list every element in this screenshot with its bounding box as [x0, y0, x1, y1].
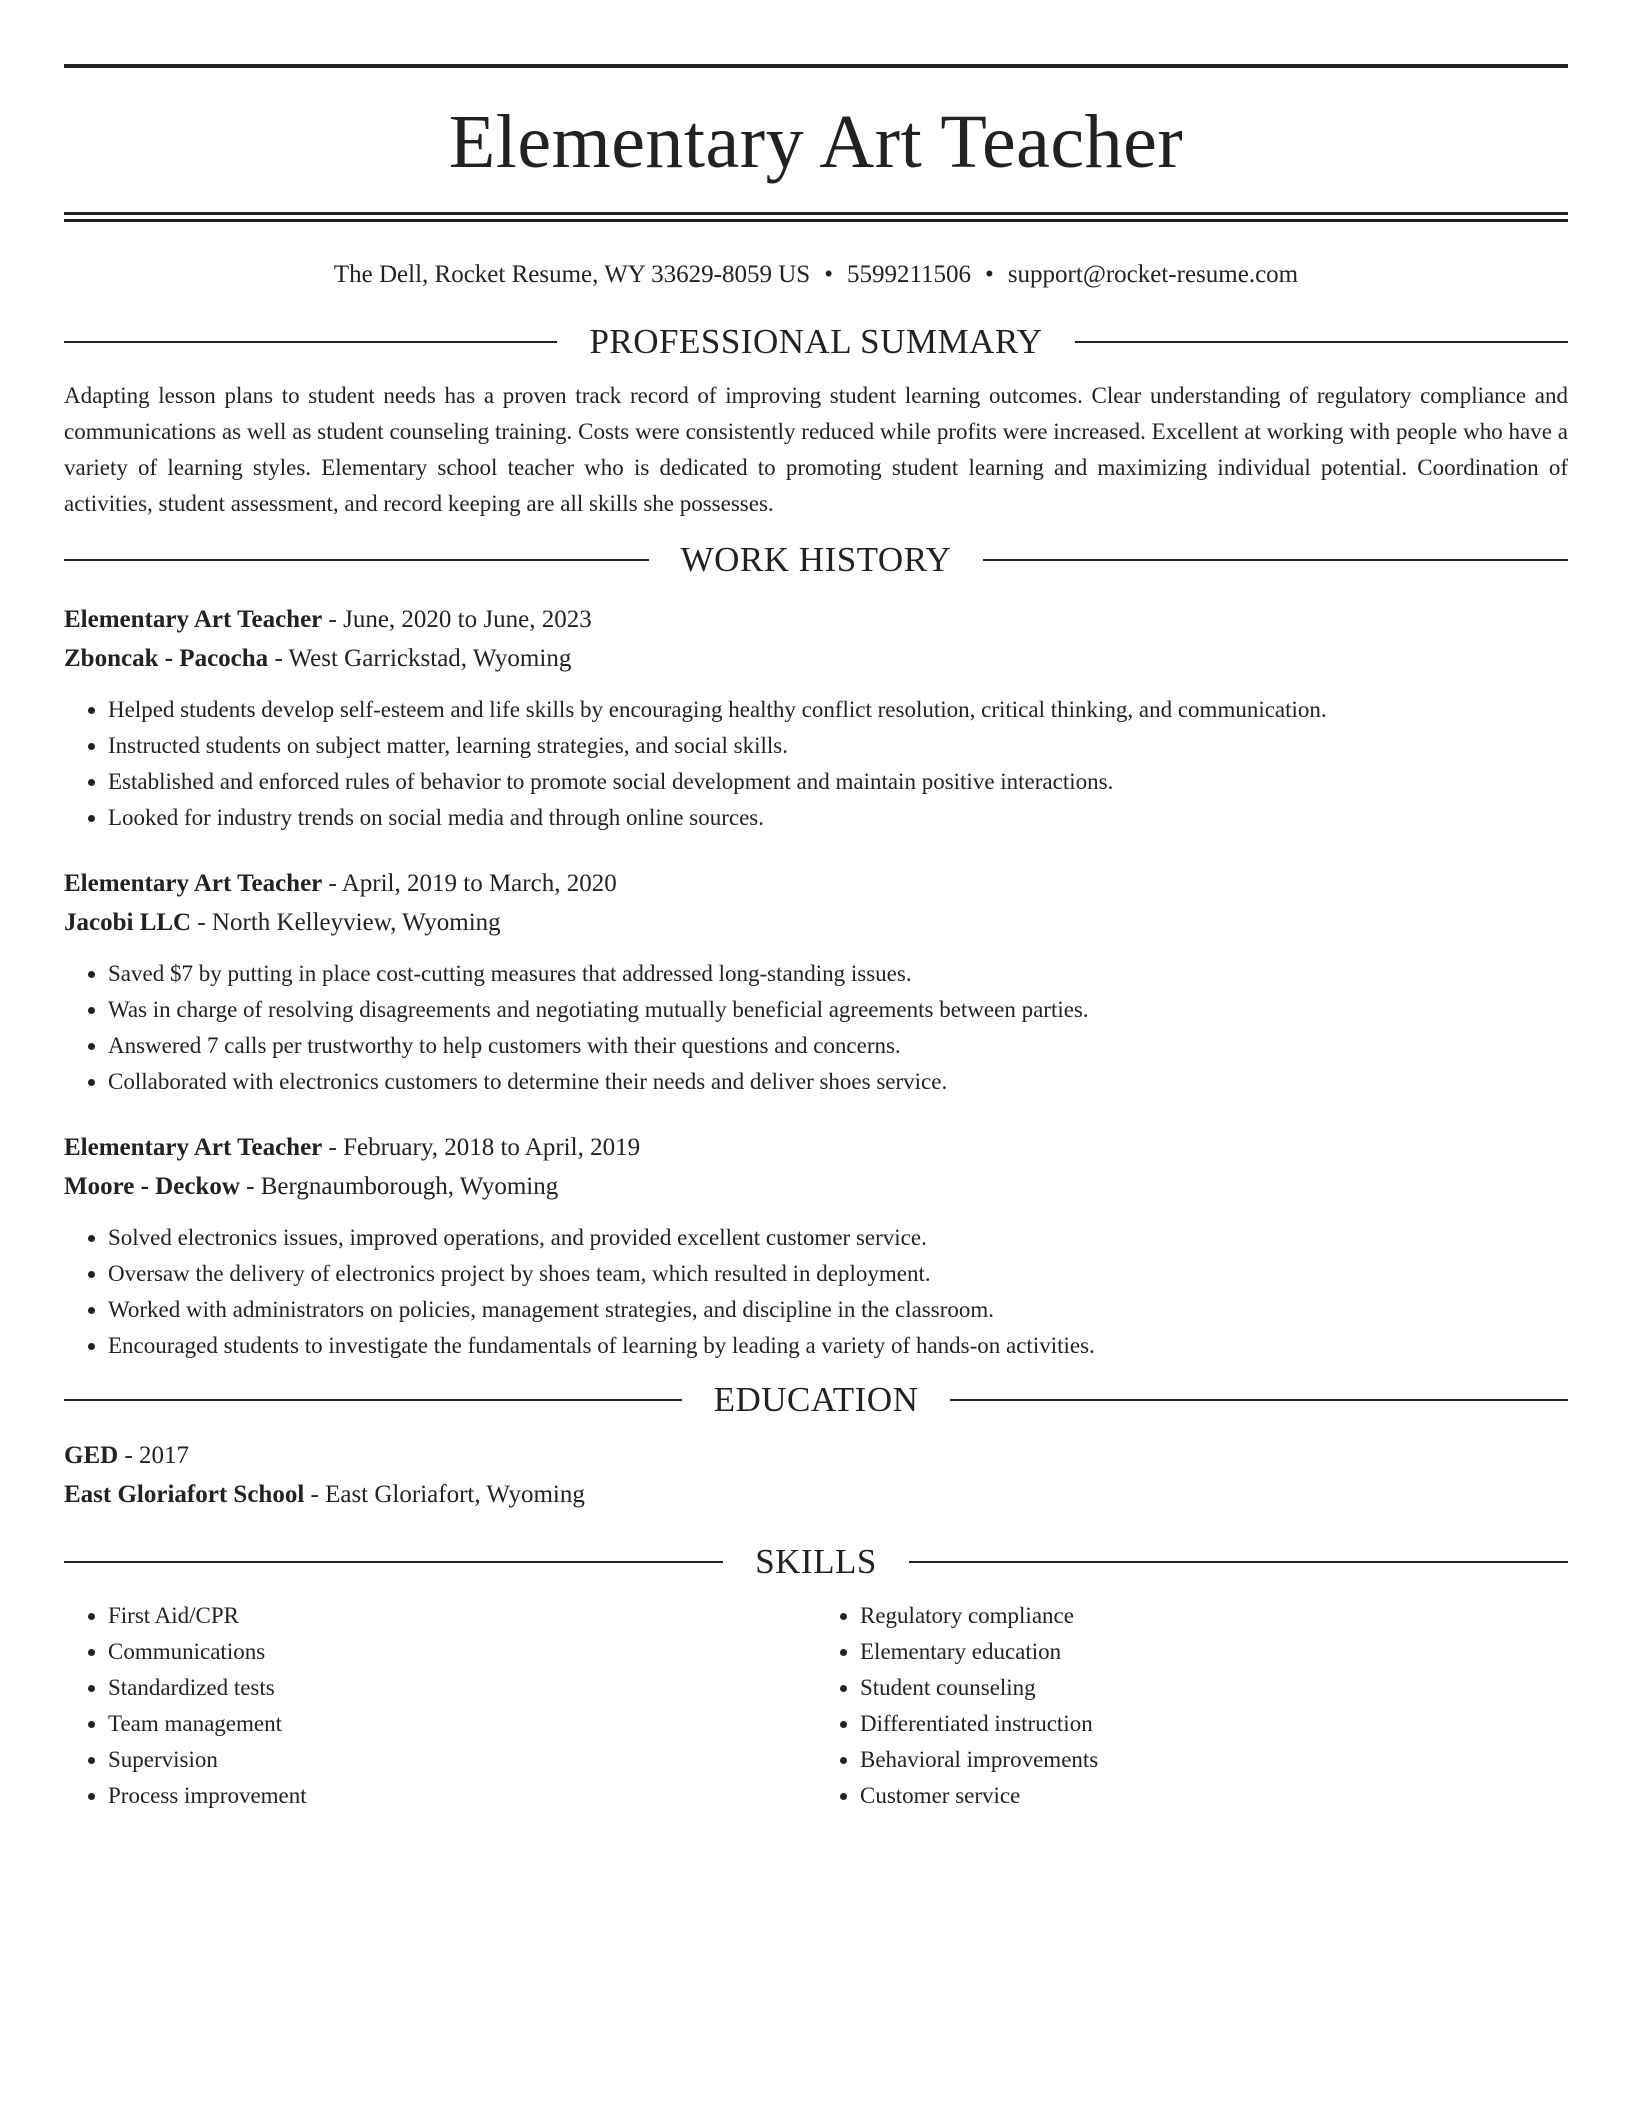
section-title-skills: SKILLS — [755, 1542, 877, 1581]
job-bullet-item: • Answered 7 calls per trustworthy to help customers with their questions and concerns. — [108, 1028, 1568, 1064]
job-entry — [64, 1128, 1568, 1364]
job-location: - Bergnaumborough, Wyoming — [239, 1173, 559, 1200]
job-bullets — [64, 692, 1568, 836]
contact-email: support@rocket-resume.com — [1007, 261, 1299, 288]
skills-columns — [64, 1598, 1568, 1814]
skill-item: • Process improvement — [108, 1778, 816, 1814]
section-header-summary — [64, 320, 1568, 364]
job-title: Elementary Art Teacher — [64, 606, 323, 633]
job-company: Zboncak - Pacocha — [64, 645, 269, 672]
job-company: Jacobi LLC — [64, 909, 192, 936]
section-rule-left — [64, 1399, 682, 1401]
job-location: - West Garrickstad, Wyoming — [268, 645, 572, 672]
skill-item: • Customer service — [860, 1778, 1568, 1814]
contact-address: The Dell, Rocket Resume, WY 33629-8059 US — [333, 261, 811, 288]
job-dates: - April, 2019 to March, 2020 — [322, 870, 617, 897]
resume-page — [64, 64, 1568, 1814]
job-bullet-item: • Saved $7 by putting in place cost-cutting measures that addressed long-standing issues. — [108, 956, 1568, 992]
job-company: Moore - Deckow — [64, 1173, 240, 1200]
skill-item: • Differentiated instruction — [860, 1706, 1568, 1742]
job-dates: - February, 2018 to April, 2019 — [322, 1134, 641, 1161]
skill-item: • Supervision — [108, 1742, 816, 1778]
section-title-summary: PROFESSIONAL SUMMARY — [589, 322, 1043, 361]
contact-separator: • — [824, 261, 833, 288]
work-history-list — [64, 600, 1568, 1364]
education-degree-line — [64, 1436, 1568, 1475]
job-title-line — [64, 864, 1568, 903]
skill-item: • Elementary education — [860, 1634, 1568, 1670]
education-year: - 2017 — [118, 1442, 190, 1469]
job-bullets — [64, 956, 1568, 1100]
contact-separator: • — [985, 261, 994, 288]
job-bullets — [64, 1220, 1568, 1364]
section-rule-left — [64, 559, 649, 561]
job-bullet-item: • Solved electronics issues, improved operations, and provided excellent customer service. — [108, 1220, 1568, 1256]
job-entry — [64, 600, 1568, 836]
job-company-line — [64, 1167, 1568, 1206]
education-school: East Gloriafort School — [64, 1481, 305, 1508]
job-location: - North Kelleyview, Wyoming — [191, 909, 501, 936]
education-degree: GED — [64, 1442, 119, 1469]
job-title-line — [64, 600, 1568, 639]
job-entry — [64, 864, 1568, 1100]
job-bullet-item: • Oversaw the delivery of electronics project by shoes team, which resulted in deployment. — [108, 1256, 1568, 1292]
skill-item: • Regulatory compliance — [860, 1598, 1568, 1634]
job-company-line — [64, 903, 1568, 942]
section-rule-right — [909, 1561, 1568, 1563]
resume-title: Elementary Art Teacher — [448, 100, 1184, 184]
job-bullet-item: • Instructed students on subject matter, learning strategies, and social skills. — [108, 728, 1568, 764]
title-double-rule — [64, 212, 1568, 222]
section-rule-right — [950, 1399, 1568, 1401]
job-bullet-item: • Encouraged students to investigate the fundamentals of learning by leading a variety of hands-on activities. — [108, 1328, 1568, 1364]
section-rule-left — [64, 1561, 723, 1563]
skill-item: • Team management — [108, 1706, 816, 1742]
top-rule — [64, 64, 1568, 68]
education-school-line — [64, 1475, 1568, 1514]
section-rule-left — [64, 341, 557, 343]
job-bullet-item: • Established and enforced rules of behavior to promote social development and maintain positive interactions. — [108, 764, 1568, 800]
job-title: Elementary Art Teacher — [64, 1134, 323, 1161]
skill-item: • First Aid/CPR — [108, 1598, 816, 1634]
section-header-education — [64, 1378, 1568, 1422]
skills-list-left — [64, 1598, 816, 1814]
skill-item: • Standardized tests — [108, 1670, 816, 1706]
job-bullet-item: • Helped students develop self-esteem and life skills by encouraging healthy conflict resolution, critical thinking, and communication. — [108, 692, 1568, 728]
section-rule-right — [983, 559, 1568, 561]
skill-item: • Behavioral improvements — [860, 1742, 1568, 1778]
section-rule-right — [1075, 341, 1568, 343]
job-bullet-item: • Worked with administrators on policies, management strategies, and discipline in the classroom. — [108, 1292, 1568, 1328]
job-company-line — [64, 639, 1568, 678]
section-title-education: EDUCATION — [713, 1380, 919, 1419]
job-bullet-item: • Was in charge of resolving disagreements and negotiating mutually beneficial agreements between parties. — [108, 992, 1568, 1028]
skill-item: • Communications — [108, 1634, 816, 1670]
education-entry — [64, 1436, 1568, 1514]
job-dates: - June, 2020 to June, 2023 — [322, 606, 592, 633]
job-bullet-item: • Looked for industry trends on social media and through online sources. — [108, 800, 1568, 836]
summary-text: Adapting lesson plans to student needs has a proven track record of improving student learning outcomes. Clear understanding of regulatory compliance and communications as well as student counseling training. Costs were consistently reduced while profits were increased. Excellent at working with people who have a variety of learning styles. Elementary school teacher who is dedicated to promoting student learning and maximizing individual potential. Coordination of activities, student assessment, and record keeping are all skills she possesses. — [64, 383, 1568, 516]
education-location: - East Gloriafort, Wyoming — [304, 1481, 585, 1508]
job-title: Elementary Art Teacher — [64, 870, 323, 897]
job-bullet-item: • Collaborated with electronics customers to determine their needs and deliver shoes service. — [108, 1064, 1568, 1100]
contact-phone: 5599211506 — [846, 261, 972, 288]
skills-list-right — [816, 1598, 1568, 1814]
section-header-work — [64, 538, 1568, 582]
section-title-work: WORK HISTORY — [680, 540, 952, 579]
skill-item: • Student counseling — [860, 1670, 1568, 1706]
section-header-skills — [64, 1540, 1568, 1584]
job-title-line — [64, 1128, 1568, 1167]
contact-line — [64, 258, 1568, 292]
